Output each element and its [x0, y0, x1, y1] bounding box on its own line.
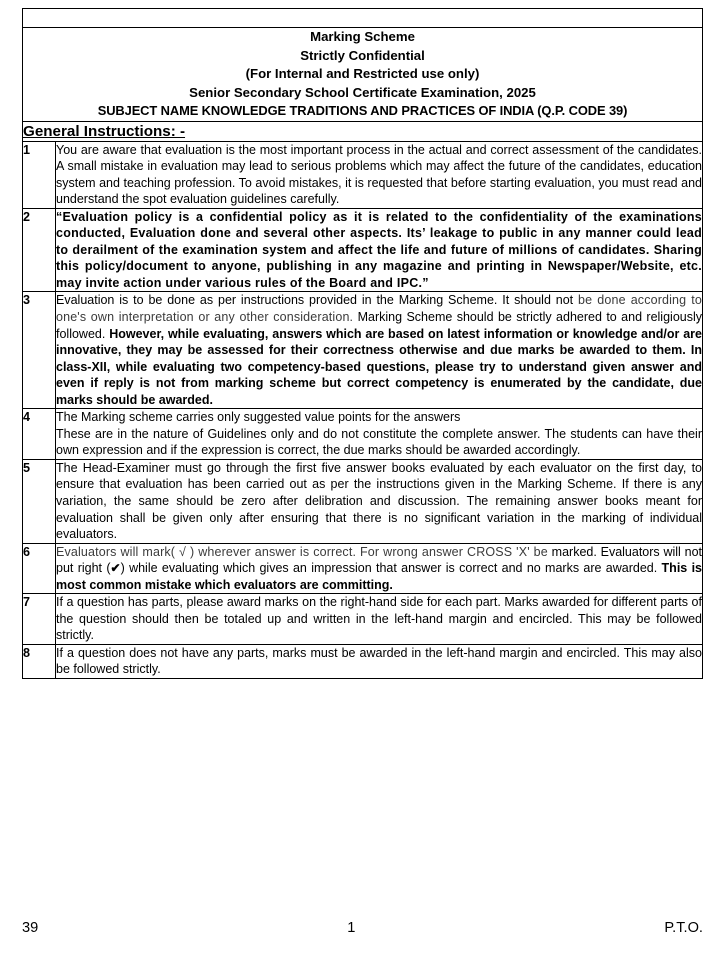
instruction-text	[56, 409, 703, 460]
header-title-marking-scheme: Marking Scheme	[310, 29, 415, 44]
text-run: ✔	[110, 561, 121, 576]
instruction-number: 4	[23, 409, 56, 460]
instruction-text	[56, 141, 703, 208]
instruction-number: 7	[23, 594, 56, 645]
instruction-paragraph	[56, 209, 702, 292]
text-run: This is most common mistake which evaluators are committing.	[56, 561, 702, 592]
instruction-paragraph	[56, 645, 702, 678]
text-run: If a question does not have any parts, marks must be awarded in the left-hand margin and encircled. This may also be followed strictly.	[56, 645, 702, 677]
instruction-row	[23, 409, 703, 460]
instruction-paragraph	[56, 594, 702, 644]
text-run: The Head-Examiner must go through the first five answer books evaluated by each evaluator on the first day, to ensure that evaluation has been carried out as per the instructions given in the Marking Scheme. If there is any variation, the same should be zero after delibration and discussion. The remaining answer books meant for evaluation shall be given only after ensuring that there is no significant variation in the marking of individual evaluators.	[56, 460, 702, 542]
instruction-text	[56, 208, 703, 292]
instruction-number: 6	[23, 543, 56, 594]
text-run: Evaluation is to be done as per instructions provided in the Marking Scheme. It should not	[56, 293, 579, 308]
instruction-number: 3	[23, 292, 56, 409]
instruction-row	[23, 543, 703, 594]
general-instructions-cell	[23, 121, 703, 141]
header-row	[23, 28, 703, 122]
instruction-row	[23, 292, 703, 409]
text-run: marked. Evaluators will not put right (	[56, 544, 702, 576]
instruction-paragraph	[56, 426, 702, 459]
instruction-text	[56, 292, 703, 409]
text-run: Evaluators will mark( √ ) wherever answer is correct. For wrong answer CROSS 'X' be	[56, 544, 548, 559]
text-run: ) while evaluating which gives an impression that answer is correct and no marks are awarded.	[120, 561, 662, 576]
document-header	[23, 28, 703, 122]
marking-scheme-table	[22, 8, 703, 679]
text-run: be done according to one's own interpretation or any other consideration.	[56, 293, 702, 324]
text-run: If a question has parts, please award marks on the right-hand side for each part. Marks awarded for different parts of the question should then be totaled up and written in the left-hand margin and encircled. This may be followed strictly.	[56, 595, 702, 643]
instruction-number: 2	[23, 208, 56, 292]
section-title-row	[23, 121, 703, 141]
instruction-paragraph	[56, 142, 702, 208]
header-examination-name: Senior Secondary School Certificate Examination, 2025	[189, 84, 536, 100]
instruction-text	[56, 644, 703, 678]
instruction-number: 5	[23, 459, 56, 543]
text-run: “Evaluation policy is a confidential policy as it is related to the confidentiality of the examinations conducted, Evaluation done and several other aspects. Its’ leakage to public in any manner could lead to derailment of the examination system and affect the life and future of millions of candidates. Sharing this policy/document to anyone, publishing in any magazine and printing in Newspaper/Website, etc. may invite action under various rules of the Board and IPC.”	[56, 209, 702, 290]
text-run: These are in the nature of Guidelines only and do not constitute the complete answer. The students can have their own expression and if the expression is correct, the due marks should be awarded accordingly.	[56, 426, 702, 458]
instruction-number: 1	[23, 141, 56, 208]
instruction-text	[56, 543, 703, 594]
instruction-row	[23, 141, 703, 208]
top-spacer-row	[23, 9, 703, 28]
instruction-row	[23, 459, 703, 543]
header-internal-use: (For Internal and Restricted use only)	[245, 66, 480, 81]
general-instructions-title: General Instructions: -	[23, 122, 186, 140]
header-strictly-confidential: Strictly Confidential	[300, 47, 425, 63]
instruction-number: 8	[23, 644, 56, 678]
instruction-paragraph	[56, 292, 702, 408]
page-footer	[22, 920, 703, 936]
top-spacer-cell	[23, 9, 703, 28]
footer-code: 39	[22, 920, 39, 936]
instruction-row	[23, 644, 703, 678]
instruction-text	[56, 594, 703, 645]
instruction-paragraph	[56, 460, 702, 543]
table-body	[23, 9, 703, 142]
footer-page-number: 1	[347, 920, 356, 936]
text-run: Marking Scheme should be strictly adhered to and religiously followed.	[56, 309, 702, 341]
instruction-paragraph	[56, 409, 702, 426]
instruction-text	[56, 459, 703, 543]
text-run: You are aware that evaluation is the most important process in the actual and correct assessment of the candidates. A small mistake in evaluation may lead to serious problems which may affect the future of the candidates, education system and teaching profession. To avoid mistakes, it is requested that before starting evaluation, you must read and understand the spot evaluation guidelines carefully.	[56, 142, 702, 207]
instruction-row	[23, 594, 703, 645]
text-run: The Marking scheme carries only suggested value points for the answers	[56, 410, 461, 425]
instruction-rows	[23, 141, 703, 679]
footer-pto: P.T.O.	[664, 920, 703, 936]
instruction-row	[23, 208, 703, 292]
instruction-paragraph	[56, 544, 702, 594]
header-subject-name: SUBJECT NAME KNOWLEDGE TRADITIONS AND PRACTICES OF INDIA (Q.P. CODE 39)	[97, 103, 628, 118]
text-run: However, while evaluating, answers which are based on latest information or knowledge and/or are innovative, they may be assessed for their correctness otherwise and due marks be awarded to them. In class-XII, while evaluating two competency-based questions, please try to understand given answer and even if reply is not from marking scheme but correct competency is enumerated by the candidate, due marks should be awarded.	[56, 326, 702, 407]
